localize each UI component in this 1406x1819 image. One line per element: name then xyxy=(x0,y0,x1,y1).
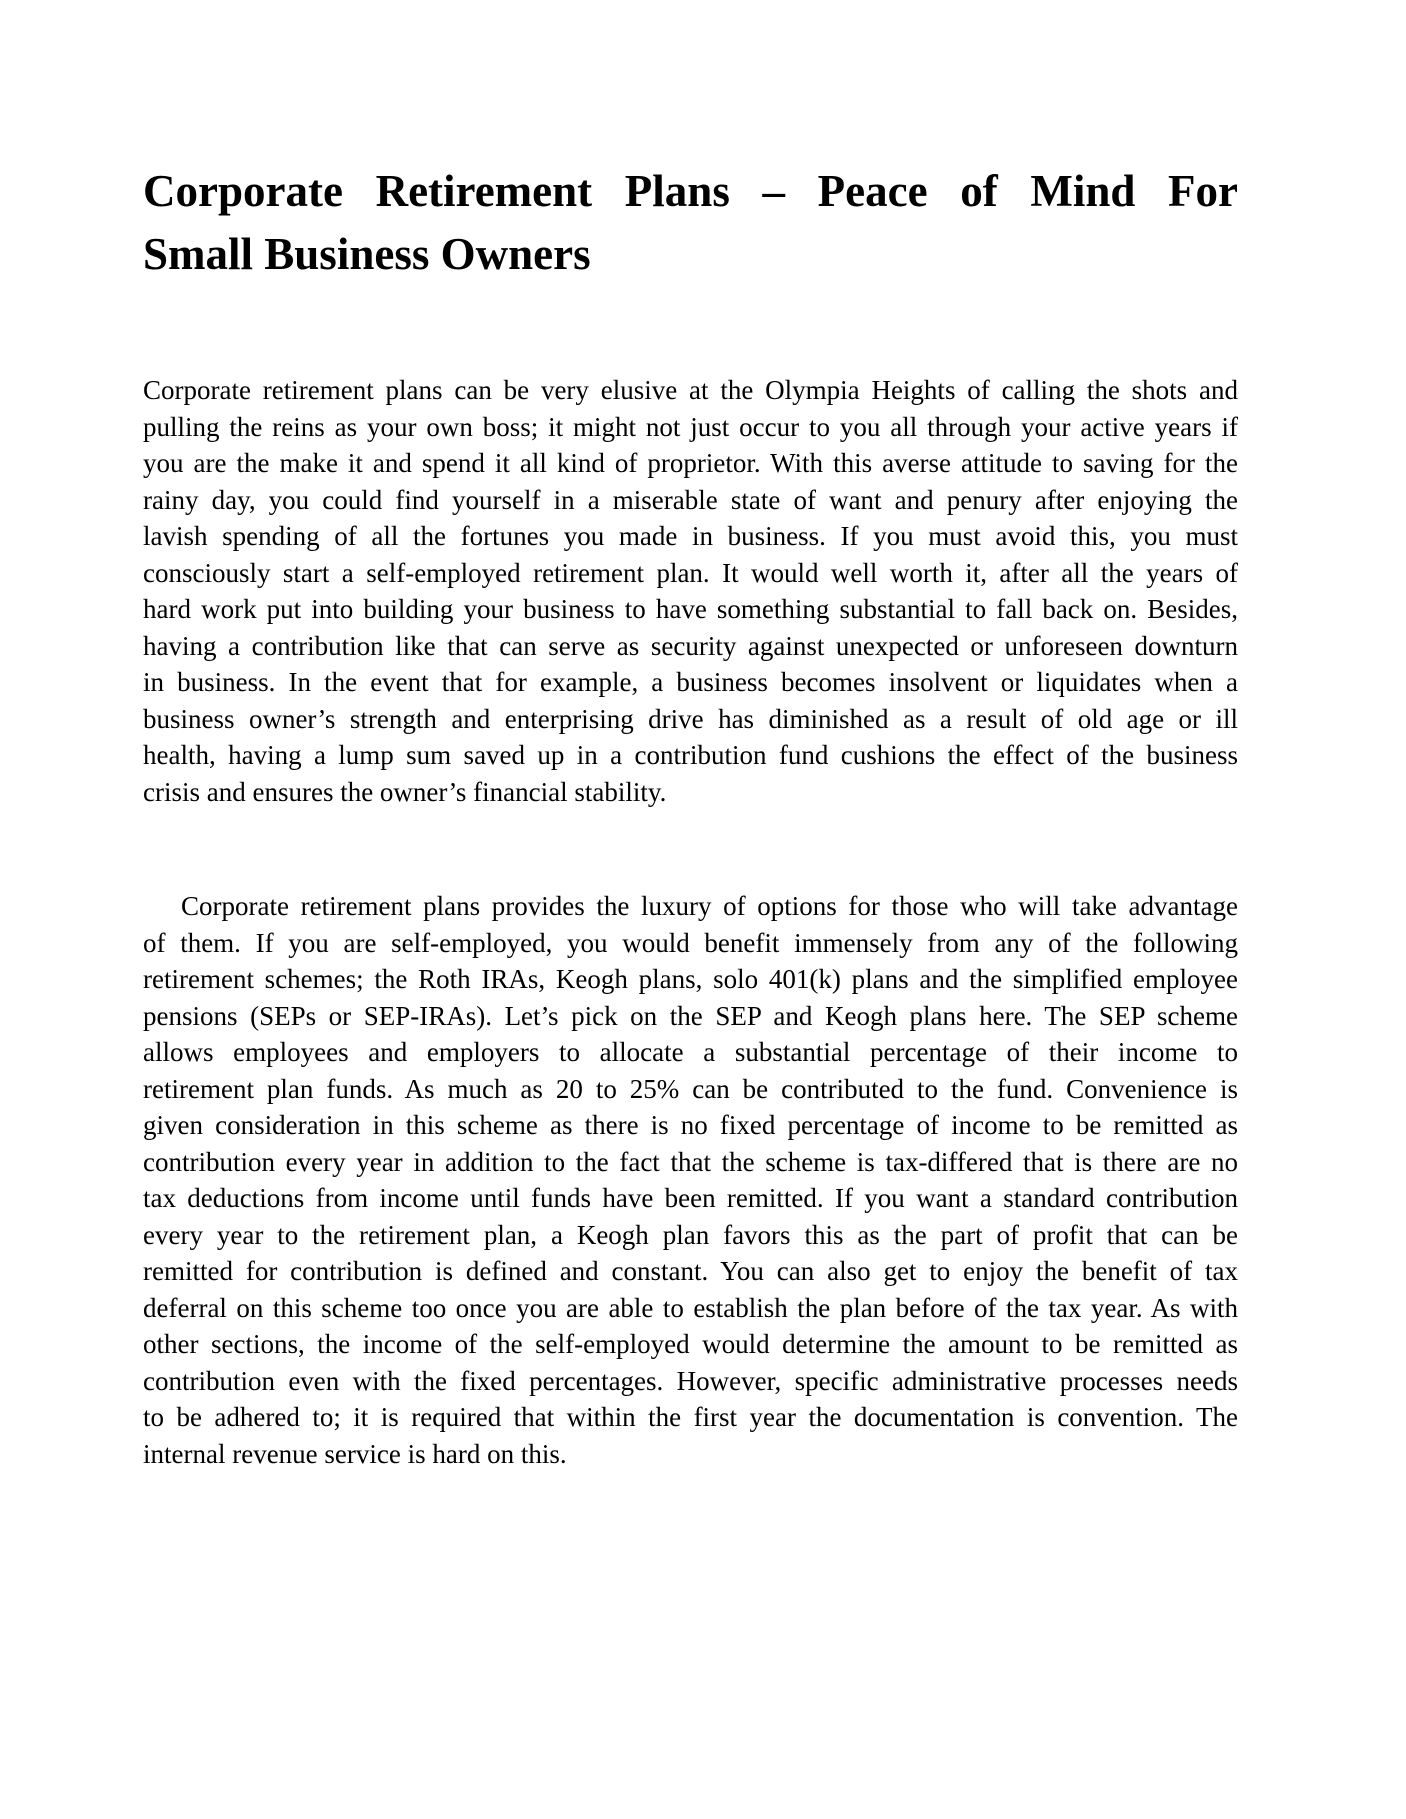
title-line: Small Business Owners xyxy=(143,229,591,279)
text-line: in business. In the event that for example, a business becomes insolvent or liquidates when a xyxy=(143,667,1238,697)
text-line: business owner’s strength and enterprising drive has diminished as a result of old age or ill xyxy=(143,703,1238,734)
document-title xyxy=(143,160,1238,286)
text-line: of them. If you are self-employed, you would benefit immensely from any of the following xyxy=(143,927,1238,958)
document-body xyxy=(143,372,1238,1472)
text-line: hard work put into building your business to have something substantial to fall back on. Besides, xyxy=(143,594,1238,624)
text-line: other sections, the income of the self-employed would determine the amount to be remitted as xyxy=(143,1329,1238,1359)
text-line: lavish spending of all the fortunes you made in business. If you must avoid this, you must xyxy=(143,521,1238,551)
text-line: to be adhered to; it is required that within the first year the documentation is convention. The xyxy=(143,1402,1238,1432)
text-line: consciously start a self-employed retirement plan. It would well worth it, after all the years of xyxy=(143,557,1238,588)
text-line: internal revenue service is hard on this. xyxy=(143,1438,567,1469)
text-line: deferral on this scheme too once you are able to establish the plan before of the tax year. As with xyxy=(143,1292,1238,1323)
text-line: pensions (SEPs or SEP-IRAs). Let’s pick on the SEP and Keogh plans here. The SEP scheme xyxy=(143,1000,1238,1031)
text-line: Corporate retirement plans provides the luxury of options for those who will take advantage xyxy=(181,891,1238,921)
text-line: retirement schemes; the Roth IRAs, Keogh plans, solo 401(k) plans and the simplified employee xyxy=(143,964,1238,994)
text-line: health, having a lump sum saved up in a contribution fund cushions the effect of the business xyxy=(143,740,1238,770)
text-line: every year to the retirement plan, a Keogh plan favors this as the part of profit that can be xyxy=(143,1219,1238,1250)
text-line: crisis and ensures the owner’s financial stability. xyxy=(143,776,667,807)
text-line: contribution even with the fixed percentages. However, specific administrative processes needs xyxy=(143,1365,1238,1396)
text-line: having a contribution like that can serve as security against unexpected or unforeseen downturn xyxy=(143,630,1238,661)
text-line: Corporate retirement plans can be very elusive at the Olympia Heights of calling the shots and xyxy=(143,375,1238,405)
title-line: Corporate Retirement Plans – Peace of Mind For xyxy=(143,166,1238,216)
text-line: rainy day, you could find yourself in a miserable state of want and penury after enjoying the xyxy=(143,484,1238,515)
text-line: pulling the reins as your own boss; it might not just occur to you all through your active years if xyxy=(143,411,1238,442)
text-line: you are the make it and spend it all kind of proprietor. With this averse attitude to saving for the xyxy=(143,448,1238,478)
text-line: allows employees and employers to allocate a substantial percentage of their income to xyxy=(143,1037,1238,1067)
text-line: retirement plan funds. As much as 20 to 25% can be contributed to the fund. Convenience is xyxy=(143,1073,1238,1104)
paragraph xyxy=(143,888,1238,1472)
text-line: contribution every year in addition to the fact that the scheme is tax-differed that is there are no xyxy=(143,1146,1238,1177)
paragraph xyxy=(143,372,1238,810)
text-line: remitted for contribution is defined and constant. You can also get to enjoy the benefit of tax xyxy=(143,1256,1238,1286)
text-line: tax deductions from income until funds have been remitted. If you want a standard contribution xyxy=(143,1183,1238,1213)
text-line: given consideration in this scheme as there is no fixed percentage of income to be remitted as xyxy=(143,1110,1238,1140)
